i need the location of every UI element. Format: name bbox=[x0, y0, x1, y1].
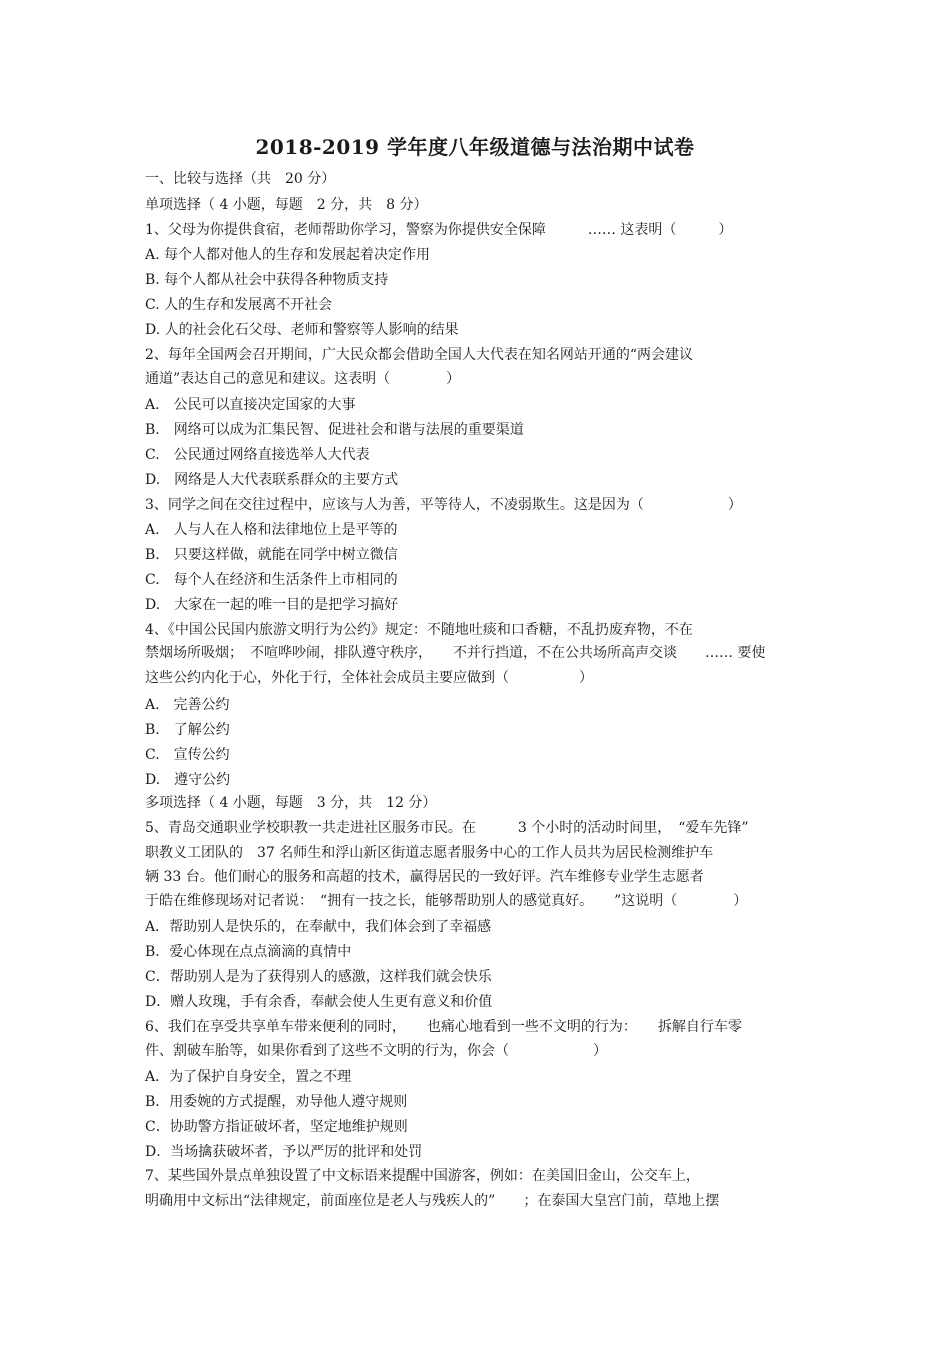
q6-option-c: C．协助警方指证破坏者，坚定地维护规则 bbox=[145, 1119, 408, 1135]
q4-option-c: C. 宣传公约 bbox=[145, 747, 230, 763]
q2-option-c: C. 公民通过网络直接选举人大代表 bbox=[145, 447, 370, 463]
q3-stem: 3、同学之间在交往过程中，应该与人为善，平等待人，不凌弱欺生。这是因为（ ） bbox=[145, 497, 742, 513]
q3-option-a: A. 人与人在人格和法律地位上是平等的 bbox=[145, 522, 398, 538]
q6-option-a: A．为了保护自身安全，置之不理 bbox=[145, 1069, 352, 1085]
q3-option-d: D. 大家在一起的唯一目的是把学习搞好 bbox=[145, 597, 399, 613]
q6-stem-line1: 6、我们在享受共享单车带来便利的同时， 也痛心地看到一些不文明的行为： 拆解自行车零 bbox=[145, 1019, 742, 1035]
q1-option-b: B. 每个人都从社会中获得各种物质支持 bbox=[145, 272, 389, 288]
q5-stem-line1: 5、青岛交通职业学校职教一共走进社区服务市民。在 3 个小时的活动时间里， “爱车先锋” bbox=[145, 820, 749, 836]
single-choice-header: 单项选择（ 4 小题，每题 2 分，共 8 分） bbox=[145, 197, 428, 213]
q2-option-b: B. 网络可以成为汇集民智、促进社会和谐与法展的重要渠道 bbox=[145, 422, 524, 438]
q4-stem-line2: 禁烟场所吸烟； 不喧哗吵闹，排队遵守秩序， 不并行挡道，不在公共场所高声交谈 …… 要使 bbox=[145, 645, 766, 661]
q4-option-d: D. 遵守公约 bbox=[145, 772, 231, 788]
section-heading: 一、比较与选择（共 20 分） bbox=[145, 171, 336, 187]
q5-stem-line2: 职教义工团队的 37 名师生和浮山新区街道志愿者服务中心的工作人员共为居民检测维护车 bbox=[145, 845, 714, 861]
q4-stem-line1: 4、《中国公民国内旅游文明行为公约》规定：不随地吐痰和口香糖，不乱扔废弃物，不在 bbox=[145, 622, 693, 638]
q5-option-c: C．帮助别人是为了获得别人的感激，这样我们就会快乐 bbox=[145, 969, 492, 985]
q2-option-d: D. 网络是人大代表联系群众的主要方式 bbox=[145, 472, 399, 488]
q3-option-c: C. 每个人在经济和生活条件上市相同的 bbox=[145, 572, 398, 588]
q5-stem-line3: 辆 33 台。他们耐心的服务和高超的技术，赢得居民的一致好评。汽车维修专业学生志愿者 bbox=[145, 869, 704, 885]
q4-option-b: B. 了解公约 bbox=[145, 722, 230, 738]
multi-choice-header: 多项选择（ 4 小题，每题 3 分，共 12 分） bbox=[145, 795, 437, 811]
q6-option-b: B．用委婉的方式提醒，劝导他人遵守规则 bbox=[145, 1094, 408, 1110]
q2-stem-line2: 通道”表达自己的意见和建议。这表明（ ） bbox=[145, 371, 461, 387]
q6-option-d: D．当场擒获破坏者，予以严厉的批评和处罚 bbox=[145, 1144, 423, 1160]
q5-stem-line4: 于皓在维修现场对记者说： “拥有一技之长，能够帮助别人的感觉真好。 ”这说明（ ） bbox=[145, 893, 748, 909]
q1-stem: 1、父母为你提供食宿，老师帮助你学习，警察为你提供安全保障 …… 这表明（ ） bbox=[145, 222, 733, 238]
q5-option-a: A．帮助别人是快乐的，在奉献中，我们体会到了幸福感 bbox=[145, 919, 492, 935]
q7-stem-line1: 7、某些国外景点单独设置了中文标语来提醒中国游客，例如：在美国旧金山，公交车上， bbox=[145, 1168, 700, 1184]
q1-option-d: D. 人的社会化石父母、老师和警察等人影响的结果 bbox=[145, 322, 459, 338]
q1-option-a: A. 每个人都对他人的生存和发展起着决定作用 bbox=[145, 247, 431, 263]
q6-stem-line2: 件、割破车胎等，如果你看到了这些不文明的行为，你会（ ） bbox=[145, 1043, 607, 1059]
q3-option-b: B. 只要这样做，就能在同学中树立微信 bbox=[145, 547, 398, 563]
q5-option-d: D．赠人玫瑰，手有余香，奉献会使人生更有意义和价值 bbox=[145, 994, 493, 1010]
page-title: 2018-2019 学年度八年级道德与法治期中试卷 bbox=[255, 135, 695, 159]
q1-option-c: C. 人的生存和发展离不开社会 bbox=[145, 297, 333, 313]
q5-option-b: B．爱心体现在点点滴滴的真情中 bbox=[145, 944, 352, 960]
q2-stem-line1: 2、每年全国两会召开期间，广大民众都会借助全国人大代表在知名网站开通的“两会建议 bbox=[145, 347, 694, 363]
q4-stem-line3: 这些公约内化于心，外化于行，全体社会成员主要应做到（ ） bbox=[145, 670, 593, 686]
q7-stem-line2: 明确用中文标出“法律规定，前面座位是老人与残疾人的” ；在泰国大皇宫门前，草地上摆 bbox=[145, 1193, 720, 1209]
q2-option-a: A. 公民可以直接决定国家的大事 bbox=[145, 397, 356, 413]
q4-option-a: A. 完善公约 bbox=[145, 697, 230, 713]
